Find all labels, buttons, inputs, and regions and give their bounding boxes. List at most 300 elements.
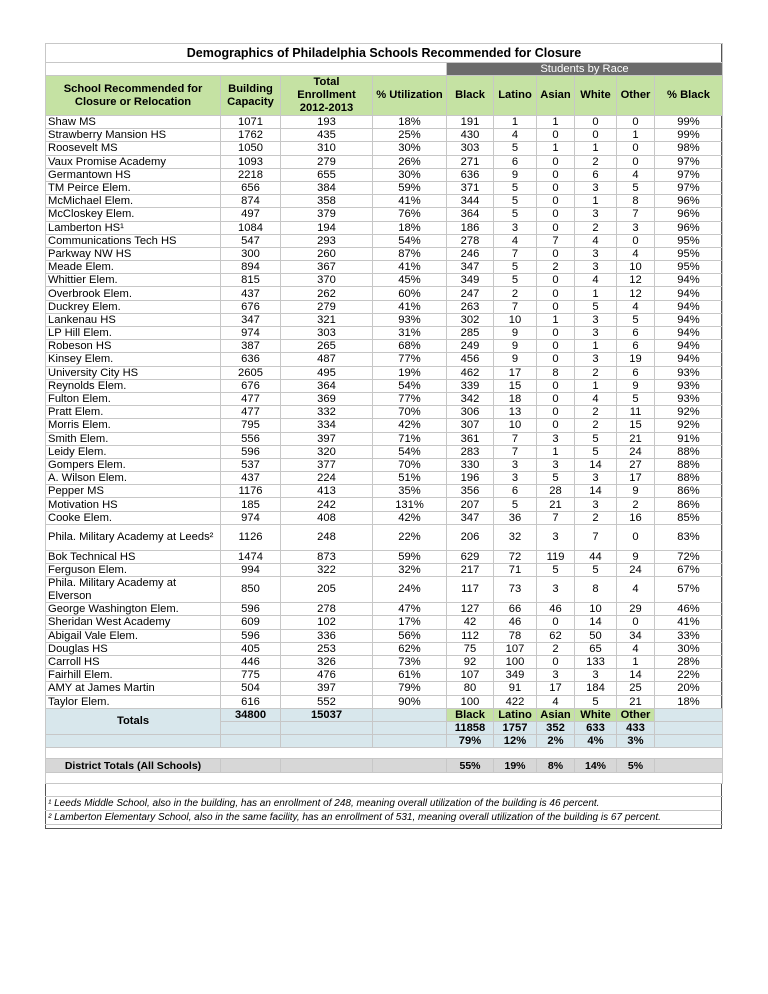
cell-white: 1 bbox=[575, 142, 617, 155]
table-row bbox=[46, 669, 723, 682]
cell-black: 285 bbox=[447, 327, 494, 340]
cell-other: 7 bbox=[617, 208, 655, 221]
cell-pct-black: 93% bbox=[655, 366, 723, 379]
cell-other: 12 bbox=[617, 287, 655, 300]
district-totals-label: District Totals (All Schools) bbox=[46, 759, 221, 773]
cell-latino: 10 bbox=[494, 419, 537, 432]
table-row bbox=[46, 472, 723, 485]
header-enrollment: Total Enrollment 2012-2013 bbox=[281, 76, 373, 116]
cell-other: 9 bbox=[617, 485, 655, 498]
table-row bbox=[46, 353, 723, 366]
cell-other: 2 bbox=[617, 498, 655, 511]
cell-asian: 5 bbox=[537, 472, 575, 485]
cell-asian: 7 bbox=[537, 511, 575, 524]
cell-enrollment: 279 bbox=[281, 155, 373, 168]
cell-pct-black: 46% bbox=[655, 603, 723, 616]
cell-white: 1 bbox=[575, 340, 617, 353]
cell-school-name: TM Peirce Elem. bbox=[46, 181, 221, 194]
table-row bbox=[46, 524, 723, 550]
cell-enrollment: 310 bbox=[281, 142, 373, 155]
cell-enrollment: 278 bbox=[281, 603, 373, 616]
cell-latino: 7 bbox=[494, 247, 537, 260]
cell-white: 3 bbox=[575, 181, 617, 194]
cell-asian: 3 bbox=[537, 458, 575, 471]
cell-pct-black: 96% bbox=[655, 221, 723, 234]
cell-pct-black: 95% bbox=[655, 261, 723, 274]
cell-white: 5 bbox=[575, 432, 617, 445]
cell-other: 0 bbox=[617, 142, 655, 155]
cell-other: 21 bbox=[617, 695, 655, 708]
cell-enrollment: 260 bbox=[281, 247, 373, 260]
cell-latino: 18 bbox=[494, 392, 537, 405]
cell-school-name: A. Wilson Elem. bbox=[46, 472, 221, 485]
cell-black: 347 bbox=[447, 261, 494, 274]
cell-enrollment: 193 bbox=[281, 116, 373, 129]
cell-white: 3 bbox=[575, 472, 617, 485]
cell-enrollment: 367 bbox=[281, 261, 373, 274]
table-row bbox=[46, 682, 723, 695]
cell-latino: 46 bbox=[494, 616, 537, 629]
cell-enrollment: 253 bbox=[281, 642, 373, 655]
cell-asian: 0 bbox=[537, 379, 575, 392]
cell-white: 4 bbox=[575, 234, 617, 247]
cell-asian: 28 bbox=[537, 485, 575, 498]
cell-pct-black: 99% bbox=[655, 129, 723, 142]
cell-black: 356 bbox=[447, 485, 494, 498]
table-row bbox=[46, 168, 723, 181]
cell-asian: 3 bbox=[537, 432, 575, 445]
cell-capacity: 185 bbox=[221, 498, 281, 511]
cell-latino: 349 bbox=[494, 669, 537, 682]
cell-black: 361 bbox=[447, 432, 494, 445]
cell-pct-black: 94% bbox=[655, 313, 723, 326]
cell-utilization: 77% bbox=[373, 353, 447, 366]
cell-capacity: 974 bbox=[221, 327, 281, 340]
cell-white: 3 bbox=[575, 208, 617, 221]
table-row bbox=[46, 498, 723, 511]
cell-asian: 3 bbox=[537, 669, 575, 682]
cell-black: 186 bbox=[447, 221, 494, 234]
cell-school-name: Pratt Elem. bbox=[46, 406, 221, 419]
cell-asian: 0 bbox=[537, 327, 575, 340]
cell-black: 247 bbox=[447, 287, 494, 300]
cell-white: 5 bbox=[575, 445, 617, 458]
cell-capacity: 2218 bbox=[221, 168, 281, 181]
cell-enrollment: 320 bbox=[281, 445, 373, 458]
cell-pct-black: 33% bbox=[655, 629, 723, 642]
cell-school-name: Germantown HS bbox=[46, 168, 221, 181]
cell-white: 2 bbox=[575, 511, 617, 524]
cell-school-name: Douglas HS bbox=[46, 642, 221, 655]
cell-school-name: Taylor Elem. bbox=[46, 695, 221, 708]
cell-white: 133 bbox=[575, 655, 617, 668]
cell-capacity: 497 bbox=[221, 208, 281, 221]
cell-utilization: 60% bbox=[373, 287, 447, 300]
cell-school-name: University City HS bbox=[46, 366, 221, 379]
cell-latino: 3 bbox=[494, 472, 537, 485]
cell-black: 364 bbox=[447, 208, 494, 221]
cell-school-name: Lamberton HS¹ bbox=[46, 221, 221, 234]
cell-enrollment: 397 bbox=[281, 432, 373, 445]
cell-asian: 0 bbox=[537, 340, 575, 353]
cell-black: 344 bbox=[447, 195, 494, 208]
cell-white: 3 bbox=[575, 313, 617, 326]
cell-latino: 15 bbox=[494, 379, 537, 392]
cell-school-name: Morris Elem. bbox=[46, 419, 221, 432]
totals-race-label: White bbox=[575, 708, 617, 721]
cell-enrollment: 379 bbox=[281, 208, 373, 221]
table-row bbox=[46, 458, 723, 471]
cell-utilization: 18% bbox=[373, 221, 447, 234]
cell-enrollment: 370 bbox=[281, 274, 373, 287]
cell-enrollment: 408 bbox=[281, 511, 373, 524]
cell-school-name: Duckrey Elem. bbox=[46, 300, 221, 313]
cell-capacity: 405 bbox=[221, 642, 281, 655]
table-row bbox=[46, 432, 723, 445]
cell-black: 107 bbox=[447, 669, 494, 682]
cell-latino: 4 bbox=[494, 129, 537, 142]
table-row bbox=[46, 655, 723, 668]
cell-black: 207 bbox=[447, 498, 494, 511]
cell-enrollment: 262 bbox=[281, 287, 373, 300]
cell-white: 1 bbox=[575, 195, 617, 208]
cell-school-name: Bok Technical HS bbox=[46, 550, 221, 563]
cell-utilization: 68% bbox=[373, 340, 447, 353]
cell-white: 14 bbox=[575, 616, 617, 629]
cell-utilization: 54% bbox=[373, 379, 447, 392]
table-row bbox=[46, 313, 723, 326]
cell-white: 0 bbox=[575, 129, 617, 142]
cell-capacity: 1126 bbox=[221, 524, 281, 550]
cell-latino: 36 bbox=[494, 511, 537, 524]
cell-utilization: 26% bbox=[373, 155, 447, 168]
cell-white: 6 bbox=[575, 168, 617, 181]
table-row bbox=[46, 550, 723, 563]
cell-pct-black: 83% bbox=[655, 524, 723, 550]
table-row bbox=[46, 511, 723, 524]
cell-other: 9 bbox=[617, 379, 655, 392]
cell-black: 206 bbox=[447, 524, 494, 550]
cell-pct-black: 95% bbox=[655, 234, 723, 247]
cell-latino: 9 bbox=[494, 340, 537, 353]
cell-black: 117 bbox=[447, 577, 494, 603]
table-row bbox=[46, 629, 723, 642]
cell-black: 636 bbox=[447, 168, 494, 181]
cell-other: 4 bbox=[617, 247, 655, 260]
cell-utilization: 18% bbox=[373, 116, 447, 129]
cell-utilization: 70% bbox=[373, 406, 447, 419]
table-row bbox=[46, 379, 723, 392]
cell-capacity: 676 bbox=[221, 379, 281, 392]
cell-capacity: 815 bbox=[221, 274, 281, 287]
cell-utilization: 32% bbox=[373, 564, 447, 577]
cell-school-name: Fairhill Elem. bbox=[46, 669, 221, 682]
cell-utilization: 70% bbox=[373, 458, 447, 471]
cell-black: 191 bbox=[447, 116, 494, 129]
cell-latino: 1 bbox=[494, 116, 537, 129]
cell-capacity: 1176 bbox=[221, 485, 281, 498]
totals-race-pct: 2% bbox=[537, 735, 575, 748]
cell-school-name: Carroll HS bbox=[46, 655, 221, 668]
cell-enrollment: 248 bbox=[281, 524, 373, 550]
cell-other: 21 bbox=[617, 432, 655, 445]
cell-other: 4 bbox=[617, 642, 655, 655]
cell-utilization: 51% bbox=[373, 472, 447, 485]
cell-enrollment: 326 bbox=[281, 655, 373, 668]
cell-latino: 6 bbox=[494, 155, 537, 168]
cell-other: 11 bbox=[617, 406, 655, 419]
cell-pct-black: 86% bbox=[655, 498, 723, 511]
cell-asian: 7 bbox=[537, 234, 575, 247]
cell-white: 4 bbox=[575, 392, 617, 405]
cell-pct-black: 67% bbox=[655, 564, 723, 577]
cell-asian: 0 bbox=[537, 616, 575, 629]
cell-enrollment: 435 bbox=[281, 129, 373, 142]
cell-other: 1 bbox=[617, 655, 655, 668]
cell-enrollment: 194 bbox=[281, 221, 373, 234]
cell-capacity: 437 bbox=[221, 472, 281, 485]
cell-utilization: 131% bbox=[373, 498, 447, 511]
cell-asian: 0 bbox=[537, 208, 575, 221]
cell-black: 246 bbox=[447, 247, 494, 260]
table-row bbox=[46, 603, 723, 616]
cell-school-name: Leidy Elem. bbox=[46, 445, 221, 458]
district-race-pct: 8% bbox=[537, 759, 575, 773]
cell-other: 29 bbox=[617, 603, 655, 616]
cell-utilization: 77% bbox=[373, 392, 447, 405]
cell-black: 307 bbox=[447, 419, 494, 432]
cell-pct-black: 98% bbox=[655, 142, 723, 155]
cell-school-name: Meade Elem. bbox=[46, 261, 221, 274]
cell-school-name: Gompers Elem. bbox=[46, 458, 221, 471]
table-title: Demographics of Philadelphia Schools Recommended for Closure bbox=[46, 44, 723, 63]
cell-school-name: Whittier Elem. bbox=[46, 274, 221, 287]
cell-asian: 0 bbox=[537, 353, 575, 366]
cell-black: 330 bbox=[447, 458, 494, 471]
cell-black: 283 bbox=[447, 445, 494, 458]
cell-pct-black: 92% bbox=[655, 406, 723, 419]
cell-asian: 5 bbox=[537, 564, 575, 577]
cell-white: 3 bbox=[575, 261, 617, 274]
cell-white: 7 bbox=[575, 524, 617, 550]
cell-black: 263 bbox=[447, 300, 494, 313]
table-row bbox=[46, 340, 723, 353]
spreadsheet bbox=[45, 43, 722, 829]
totals-race-count: 11858 bbox=[447, 721, 494, 734]
cell-enrollment: 487 bbox=[281, 353, 373, 366]
cell-pct-black: 92% bbox=[655, 419, 723, 432]
cell-white: 3 bbox=[575, 669, 617, 682]
cell-utilization: 59% bbox=[373, 550, 447, 563]
cell-capacity: 1762 bbox=[221, 129, 281, 142]
cell-latino: 107 bbox=[494, 642, 537, 655]
cell-asian: 0 bbox=[537, 168, 575, 181]
cell-white: 2 bbox=[575, 221, 617, 234]
table-row bbox=[46, 419, 723, 432]
cell-utilization: 71% bbox=[373, 432, 447, 445]
cell-pct-black: 96% bbox=[655, 195, 723, 208]
cell-utilization: 61% bbox=[373, 669, 447, 682]
cell-black: 217 bbox=[447, 564, 494, 577]
cell-asian: 2 bbox=[537, 261, 575, 274]
cell-capacity: 300 bbox=[221, 247, 281, 260]
cell-enrollment: 265 bbox=[281, 340, 373, 353]
cell-other: 4 bbox=[617, 168, 655, 181]
cell-other: 0 bbox=[617, 155, 655, 168]
cell-utilization: 22% bbox=[373, 524, 447, 550]
cell-black: 196 bbox=[447, 472, 494, 485]
cell-pct-black: 18% bbox=[655, 695, 723, 708]
cell-capacity: 850 bbox=[221, 577, 281, 603]
cell-white: 3 bbox=[575, 353, 617, 366]
cell-utilization: 24% bbox=[373, 577, 447, 603]
cell-latino: 2 bbox=[494, 287, 537, 300]
cell-utilization: 17% bbox=[373, 616, 447, 629]
cell-asian: 0 bbox=[537, 655, 575, 668]
cell-pct-black: 88% bbox=[655, 445, 723, 458]
cell-asian: 3 bbox=[537, 524, 575, 550]
cell-other: 14 bbox=[617, 669, 655, 682]
cell-asian: 62 bbox=[537, 629, 575, 642]
header-asian: Asian bbox=[537, 76, 575, 116]
cell-black: 302 bbox=[447, 313, 494, 326]
cell-utilization: 31% bbox=[373, 327, 447, 340]
cell-latino: 5 bbox=[494, 195, 537, 208]
cell-enrollment: 397 bbox=[281, 682, 373, 695]
cell-capacity: 795 bbox=[221, 419, 281, 432]
cell-capacity: 616 bbox=[221, 695, 281, 708]
cell-school-name: AMY at James Martin bbox=[46, 682, 221, 695]
cell-enrollment: 413 bbox=[281, 485, 373, 498]
cell-other: 19 bbox=[617, 353, 655, 366]
cell-school-name: Smith Elem. bbox=[46, 432, 221, 445]
table-row bbox=[46, 564, 723, 577]
cell-school-name: Cooke Elem. bbox=[46, 511, 221, 524]
cell-latino: 4 bbox=[494, 234, 537, 247]
cell-white: 1 bbox=[575, 379, 617, 392]
cell-latino: 3 bbox=[494, 458, 537, 471]
cell-utilization: 54% bbox=[373, 234, 447, 247]
cell-other: 4 bbox=[617, 300, 655, 313]
cell-white: 3 bbox=[575, 247, 617, 260]
cell-utilization: 54% bbox=[373, 445, 447, 458]
cell-capacity: 387 bbox=[221, 340, 281, 353]
cell-other: 0 bbox=[617, 524, 655, 550]
cell-latino: 9 bbox=[494, 327, 537, 340]
table-row bbox=[46, 247, 723, 260]
cell-latino: 13 bbox=[494, 406, 537, 419]
cell-capacity: 596 bbox=[221, 603, 281, 616]
cell-latino: 72 bbox=[494, 550, 537, 563]
cell-pct-black: 22% bbox=[655, 669, 723, 682]
cell-enrollment: 873 bbox=[281, 550, 373, 563]
cell-latino: 71 bbox=[494, 564, 537, 577]
cell-school-name: Parkway NW HS bbox=[46, 247, 221, 260]
cell-black: 347 bbox=[447, 511, 494, 524]
cell-white: 2 bbox=[575, 406, 617, 419]
cell-school-name: Abigail Vale Elem. bbox=[46, 629, 221, 642]
totals-capacity: 34800 bbox=[221, 708, 281, 721]
cell-other: 0 bbox=[617, 116, 655, 129]
cell-pct-black: 91% bbox=[655, 432, 723, 445]
cell-utilization: 62% bbox=[373, 642, 447, 655]
cell-capacity: 437 bbox=[221, 287, 281, 300]
cell-enrollment: 377 bbox=[281, 458, 373, 471]
cell-white: 2 bbox=[575, 419, 617, 432]
table-row bbox=[46, 142, 723, 155]
cell-black: 349 bbox=[447, 274, 494, 287]
cell-capacity: 609 bbox=[221, 616, 281, 629]
cell-asian: 0 bbox=[537, 195, 575, 208]
cell-pct-black: 86% bbox=[655, 485, 723, 498]
cell-pct-black: 93% bbox=[655, 379, 723, 392]
cell-capacity: 347 bbox=[221, 313, 281, 326]
table-row bbox=[46, 695, 723, 708]
cell-asian: 0 bbox=[537, 406, 575, 419]
cell-asian: 0 bbox=[537, 274, 575, 287]
table-row bbox=[46, 221, 723, 234]
cell-school-name: Strawberry Mansion HS bbox=[46, 129, 221, 142]
cell-pct-black: 20% bbox=[655, 682, 723, 695]
cell-school-name: Vaux Promise Academy bbox=[46, 155, 221, 168]
cell-other: 34 bbox=[617, 629, 655, 642]
cell-capacity: 2605 bbox=[221, 366, 281, 379]
students-by-race-band: Students by Race bbox=[447, 63, 723, 76]
cell-utilization: 41% bbox=[373, 261, 447, 274]
cell-white: 2 bbox=[575, 366, 617, 379]
cell-white: 5 bbox=[575, 300, 617, 313]
cell-black: 249 bbox=[447, 340, 494, 353]
cell-other: 17 bbox=[617, 472, 655, 485]
cell-utilization: 73% bbox=[373, 655, 447, 668]
cell-enrollment: 322 bbox=[281, 564, 373, 577]
table-row bbox=[46, 366, 723, 379]
cell-enrollment: 279 bbox=[281, 300, 373, 313]
cell-school-name: Fulton Elem. bbox=[46, 392, 221, 405]
cell-asian: 0 bbox=[537, 155, 575, 168]
table-row bbox=[46, 616, 723, 629]
cell-capacity: 1474 bbox=[221, 550, 281, 563]
cell-pct-black: 85% bbox=[655, 511, 723, 524]
cell-asian: 0 bbox=[537, 221, 575, 234]
table-row bbox=[46, 392, 723, 405]
cell-other: 0 bbox=[617, 616, 655, 629]
cell-pct-black: 97% bbox=[655, 181, 723, 194]
cell-enrollment: 655 bbox=[281, 168, 373, 181]
cell-utilization: 45% bbox=[373, 274, 447, 287]
totals-race-count: 633 bbox=[575, 721, 617, 734]
demographics-table bbox=[45, 43, 723, 825]
cell-asian: 8 bbox=[537, 366, 575, 379]
cell-latino: 5 bbox=[494, 261, 537, 274]
cell-utilization: 41% bbox=[373, 300, 447, 313]
cell-black: 456 bbox=[447, 353, 494, 366]
header-utilization: % Utilization bbox=[373, 76, 447, 116]
cell-school-name: Pepper MS bbox=[46, 485, 221, 498]
table-row bbox=[46, 116, 723, 129]
cell-white: 2 bbox=[575, 155, 617, 168]
cell-school-name: Roosevelt MS bbox=[46, 142, 221, 155]
cell-black: 80 bbox=[447, 682, 494, 695]
cell-utilization: 30% bbox=[373, 142, 447, 155]
cell-black: 342 bbox=[447, 392, 494, 405]
cell-pct-black: 97% bbox=[655, 155, 723, 168]
cell-latino: 5 bbox=[494, 274, 537, 287]
header-pct-black: % Black bbox=[655, 76, 723, 116]
table-row bbox=[46, 327, 723, 340]
cell-other: 10 bbox=[617, 261, 655, 274]
cell-school-name: Motivation HS bbox=[46, 498, 221, 511]
